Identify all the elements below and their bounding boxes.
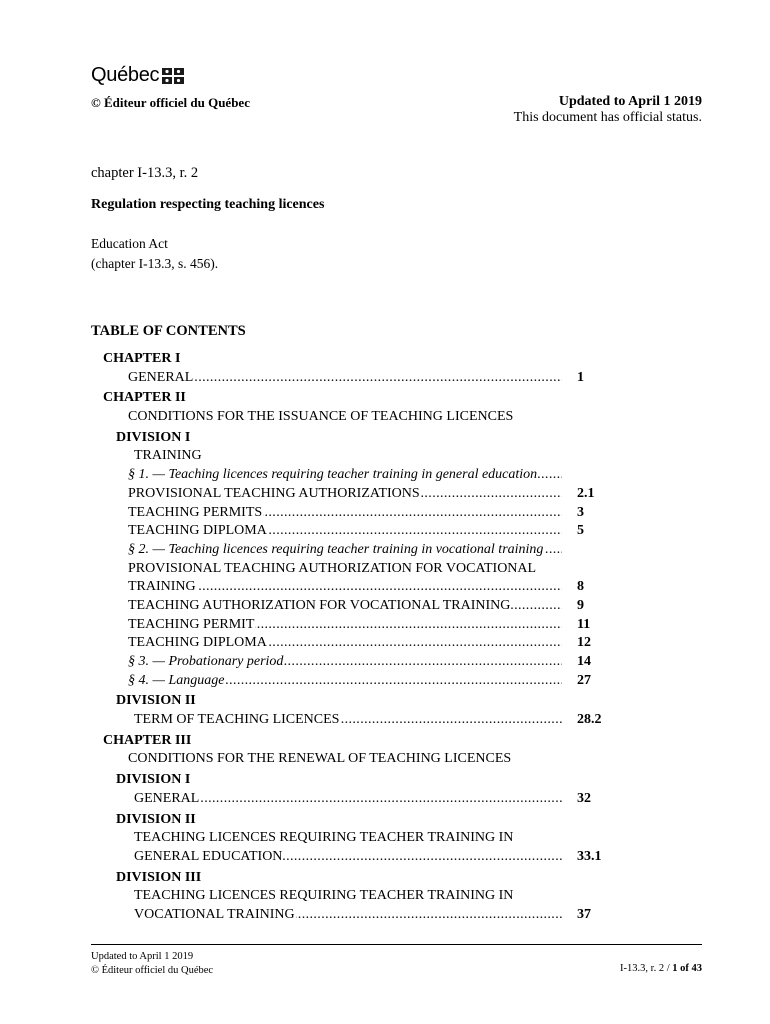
toc-division-title-line2[interactable]: VOCATIONAL TRAINING: [134, 906, 295, 922]
logo-text: Québec: [91, 63, 160, 86]
toc-division-title-line1[interactable]: TEACHING LICENCES REQUIRING TEACHER TRAINING IN: [134, 888, 514, 904]
toc-entry-number: 9: [577, 597, 584, 613]
toc-entry-number: 14: [577, 654, 591, 669]
toc-entry[interactable]: [0, 369, 770, 388]
toc-entry-number: 2.1: [577, 485, 595, 501]
fleur-de-lis-flag-icon: [162, 68, 184, 84]
updated-date: Updated to April 1 2019: [558, 94, 702, 109]
toc-chapter-title: CONDITIONS FOR THE RENEWAL OF TEACHING LICENCES: [128, 751, 512, 767]
toc-section-title[interactable]: § 2. — Teaching licences requiring teacher training in vocational training: [128, 541, 544, 557]
update-status: [514, 94, 702, 126]
toc-entry-number: 32: [577, 790, 591, 806]
toc-section[interactable]: [0, 541, 770, 560]
toc-entry[interactable]: [0, 578, 770, 597]
table-of-contents: [0, 350, 770, 925]
toc-entry-title[interactable]: TEACHING AUTHORIZATION FOR VOCATIONAL TRAINING: [128, 597, 511, 613]
toc-entry-title[interactable]: GENERAL: [128, 369, 194, 385]
toc-section-title[interactable]: § 3. — Probationary period: [128, 654, 284, 669]
toc-entry[interactable]: [0, 522, 770, 541]
toc-entry[interactable]: [0, 616, 770, 635]
toc-entry-number: 37: [577, 906, 591, 922]
toc-entry-number: 27: [577, 672, 591, 688]
footer-divider: [91, 944, 702, 945]
toc-division-title[interactable]: TERM OF TEACHING LICENCES: [134, 712, 340, 728]
toc-section[interactable]: [0, 653, 770, 672]
toc-entry-number: 12: [577, 635, 591, 651]
toc-entry-title[interactable]: TEACHING DIPLOMA: [128, 635, 267, 651]
toc-entry[interactable]: [0, 634, 770, 653]
footer-publisher: © Éditeur officiel du Québec: [91, 965, 214, 976]
toc-division-title-line1[interactable]: TEACHING LICENCES REQUIRING TEACHER TRAINING IN: [134, 830, 514, 846]
toc-entry-title[interactable]: PROVISIONAL TEACHING AUTHORIZATIONS: [128, 485, 420, 501]
toc-entry[interactable]: [0, 485, 770, 504]
act-reference: (chapter I-13.3, s. 456).: [91, 256, 219, 271]
toc-division-label: DIVISION I: [116, 772, 191, 788]
toc-entry-title[interactable]: TEACHING PERMITS: [128, 504, 263, 520]
footer-updated: Updated to April 1 2019: [91, 951, 194, 962]
toc-heading: TABLE OF CONTENTS: [91, 323, 246, 339]
toc-entry-number: 11: [577, 616, 591, 632]
toc-chapter-label: CHAPTER II: [103, 390, 186, 406]
toc-section[interactable]: [0, 672, 770, 691]
toc-entry[interactable]: [0, 848, 770, 867]
toc-entry-title[interactable]: TEACHING DIPLOMA: [128, 523, 267, 539]
toc-chapter-title: CONDITIONS FOR THE ISSUANCE OF TEACHING LICENCES: [128, 409, 514, 425]
toc-division-label: DIVISION II: [116, 811, 196, 827]
footer-left: [91, 950, 213, 978]
footer-doc-ref: I-13.3, r. 2 /: [620, 963, 673, 974]
toc-entry-number: 33.1: [577, 848, 602, 864]
toc-division-label: DIVISION I: [116, 429, 191, 445]
toc-entry[interactable]: [0, 906, 770, 925]
toc-entry[interactable]: [0, 504, 770, 523]
page-indicator: [620, 963, 702, 974]
toc-division-label: DIVISION II: [116, 693, 196, 709]
enabling-act: [91, 234, 218, 274]
page-number: 1 of 43: [672, 963, 702, 974]
act-name: Education Act: [91, 236, 168, 251]
toc-section-title[interactable]: § 4. — Language: [128, 672, 225, 688]
toc-entry-title-line2[interactable]: TRAINING: [128, 579, 196, 595]
quebec-logo: [91, 60, 184, 90]
toc-division-title-line2[interactable]: GENERAL EDUCATION: [134, 848, 283, 864]
toc-division-label: DIVISION III: [116, 869, 202, 885]
toc-section-title[interactable]: § 1. — Teaching licences requiring teacher training in general education: [128, 467, 538, 483]
official-status: This document has official status.: [513, 110, 702, 125]
toc-entry[interactable]: [0, 597, 770, 616]
toc-entry-number: 8: [577, 579, 584, 595]
toc-entry-number: 3: [577, 504, 584, 520]
toc-entry-title[interactable]: TEACHING PERMIT: [128, 616, 255, 632]
toc-section[interactable]: [0, 466, 770, 485]
toc-entry-number: 5: [577, 523, 584, 539]
toc-entry-number: 1: [577, 369, 584, 385]
toc-entry-number: 28.2: [577, 712, 602, 728]
publisher-header: © Éditeur officiel du Québec: [91, 95, 250, 110]
regulation-title: Regulation respecting teaching licences: [91, 197, 325, 212]
chapter-reference: chapter I-13.3, r. 2: [91, 165, 199, 181]
toc-entry[interactable]: [0, 790, 770, 809]
toc-entry-title-line1[interactable]: PROVISIONAL TEACHING AUTHORIZATION FOR VOCATIONAL: [128, 560, 537, 576]
toc-entry[interactable]: [0, 711, 770, 730]
toc-chapter-label: CHAPTER III: [103, 732, 192, 748]
toc-division-title: TRAINING: [134, 448, 202, 464]
toc-chapter-label: CHAPTER I: [103, 351, 181, 366]
toc-division-title[interactable]: GENERAL: [134, 790, 200, 806]
